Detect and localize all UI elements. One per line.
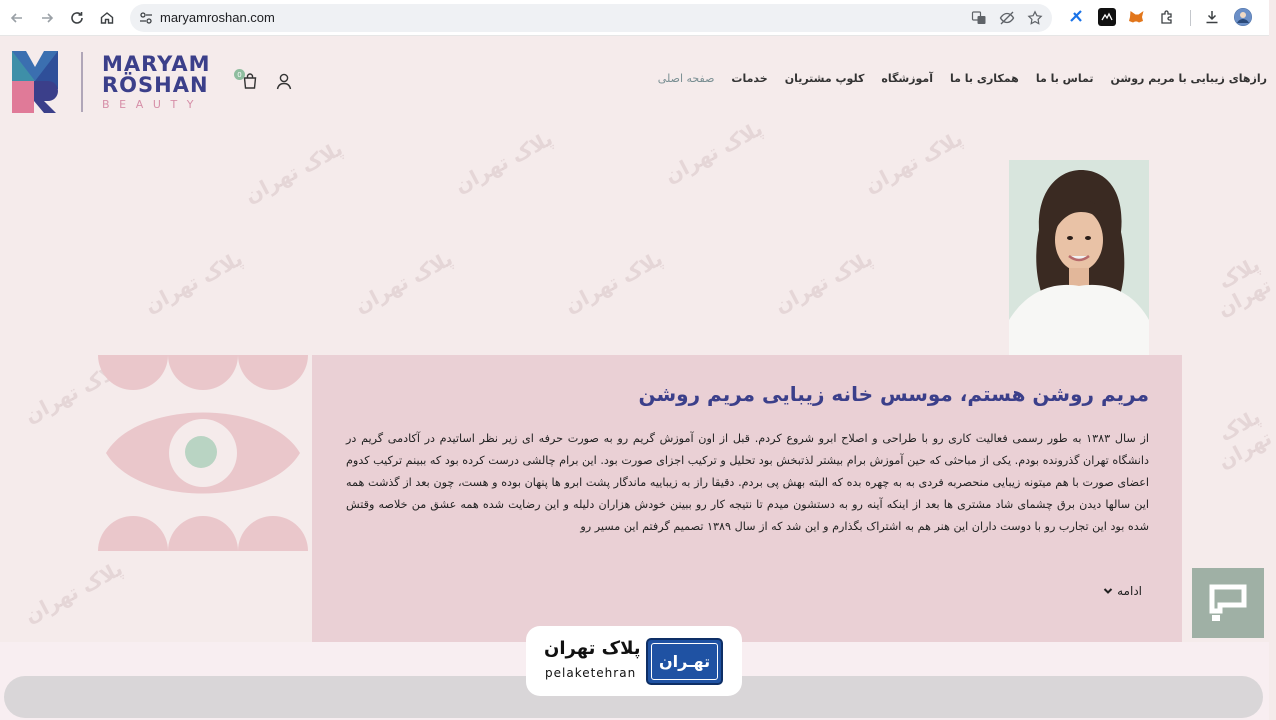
nav-item-academy[interactable]: آموزشگاه	[881, 72, 933, 85]
help-widget-icon	[1204, 579, 1252, 627]
background-watermark: پلاک تهران	[770, 246, 877, 318]
bookmark-star-icon[interactable]	[1026, 9, 1044, 27]
floating-help-widget[interactable]	[1192, 568, 1264, 638]
nav-item-cooperation[interactable]: همکاری با ما	[950, 72, 1019, 85]
watermark-plate-text: تهـران	[651, 643, 718, 680]
read-more-label: ادامه	[1117, 584, 1142, 598]
background-watermark: پلاک تهران	[350, 246, 457, 318]
puzzle-icon[interactable]	[1158, 8, 1176, 26]
nav-item-beauty-secrets[interactable]: رازهای زیبایی با مریم روشن	[1110, 72, 1267, 85]
background-watermark: پلاک تهران	[140, 246, 247, 318]
download-icon[interactable]	[1203, 8, 1221, 26]
background-watermark: پلاک تهران	[240, 136, 347, 208]
home-icon[interactable]	[95, 6, 119, 30]
logo-mark-icon[interactable]	[12, 51, 58, 113]
site-info-icon[interactable]	[138, 10, 154, 26]
background-watermark: پلاک تهران	[1213, 251, 1276, 322]
background-watermark: پلاک تهران	[560, 246, 667, 318]
intro-card	[312, 355, 1182, 642]
browser-toolbar	[0, 0, 1269, 36]
nav-item-services[interactable]: خدمات	[731, 72, 768, 85]
profile-avatar-icon[interactable]	[1234, 8, 1252, 26]
translate-icon[interactable]	[970, 9, 988, 27]
chevron-down-icon	[1103, 586, 1113, 596]
eye-emblem-icon	[98, 355, 308, 551]
nav-item-customer-club[interactable]: کلوپ مشتریان	[784, 72, 865, 85]
metamask-fox-icon[interactable]	[1128, 8, 1146, 26]
intro-body-text: از سال ۱۳۸۳ به طور رسمی فعالیت کاری رو با طراحی و اصلاح ابرو شروع کردم. قبل از اون آموزش گریم رو به صورت حرفه ای زیر نظر اساتیدم در آکادمی گریم در دانشگاه تهران گذرونده بودم. یکی از مباحثی که حین آموزش برام بیشتر لذتبخش بود تحلیل و ترکیب اجزای صورت بود. این برام چالشی درست کرده بود که ببینم ترکیب کدوم اعضای صورت با هم میتونه زیبایی منحصربه فردی به به چهره بده که البته بهش پی بردم. دقیقا راز به زیباییه ماندگار پشت ابرو ها پنهان بوده و هست، چون بعد از گذشت همه این سالها دیدن برق چشمای شاد مشتری ها بعد از اینکه آینه رو به دستشون میدم تا نتیجه کار رو ببینن خودش هزاران دلیله و این رضایت شده همه عشق من خلاصه وقتش شده بود این تجارب رو با دوست داران این هنر هم به اشتراک بگذارم و این شد که از سال ۱۳۸۹ تصمیم گرفتم این مسیر رو	[346, 432, 1149, 533]
background-watermark: پلاک تهران	[20, 356, 127, 428]
extension-dark-icon[interactable]	[1098, 8, 1116, 26]
watermark-plate-icon	[646, 638, 723, 685]
user-account-icon[interactable]	[272, 69, 296, 93]
brand-name-line2[interactable]: RÖSHAN	[102, 73, 209, 97]
url-text[interactable]: maryamroshan.com	[160, 10, 275, 25]
read-more-button[interactable]	[1103, 584, 1142, 598]
background-watermark: پلاک تهران	[1213, 404, 1276, 474]
toolbar-divider	[1190, 10, 1191, 26]
eye-off-icon[interactable]	[998, 9, 1016, 27]
nav-item-contact[interactable]: تماس با ما	[1035, 72, 1094, 85]
extension-blue-icon[interactable]	[1068, 8, 1086, 26]
background-watermark: پلاک تهران	[450, 126, 557, 198]
address-bar[interactable]	[130, 4, 1052, 32]
watermark-title: پلاک تهران	[544, 638, 641, 659]
background-watermark: پلاک تهران	[20, 556, 127, 628]
watermark-subtitle: pelaketehran	[545, 666, 637, 680]
brand-name-line1[interactable]: MARYAM	[102, 52, 211, 76]
nav-item-home[interactable]: صفحه اصلی	[657, 72, 715, 85]
brand-tagline: BEAUTY	[102, 98, 204, 111]
forward-icon[interactable]	[35, 6, 59, 30]
reload-icon[interactable]	[65, 6, 89, 30]
cart-count-badge: 0	[234, 69, 245, 80]
main-navigation	[658, 72, 1267, 85]
intro-title: مریم روشن هستم، موسس خانه زیبایی مریم روشن	[638, 382, 1149, 406]
founder-portrait	[1009, 160, 1149, 355]
background-watermark: پلاک تهران	[660, 116, 767, 188]
logo-divider	[81, 52, 83, 112]
background-watermark: پلاک تهران	[860, 126, 967, 198]
back-icon[interactable]	[5, 6, 29, 30]
